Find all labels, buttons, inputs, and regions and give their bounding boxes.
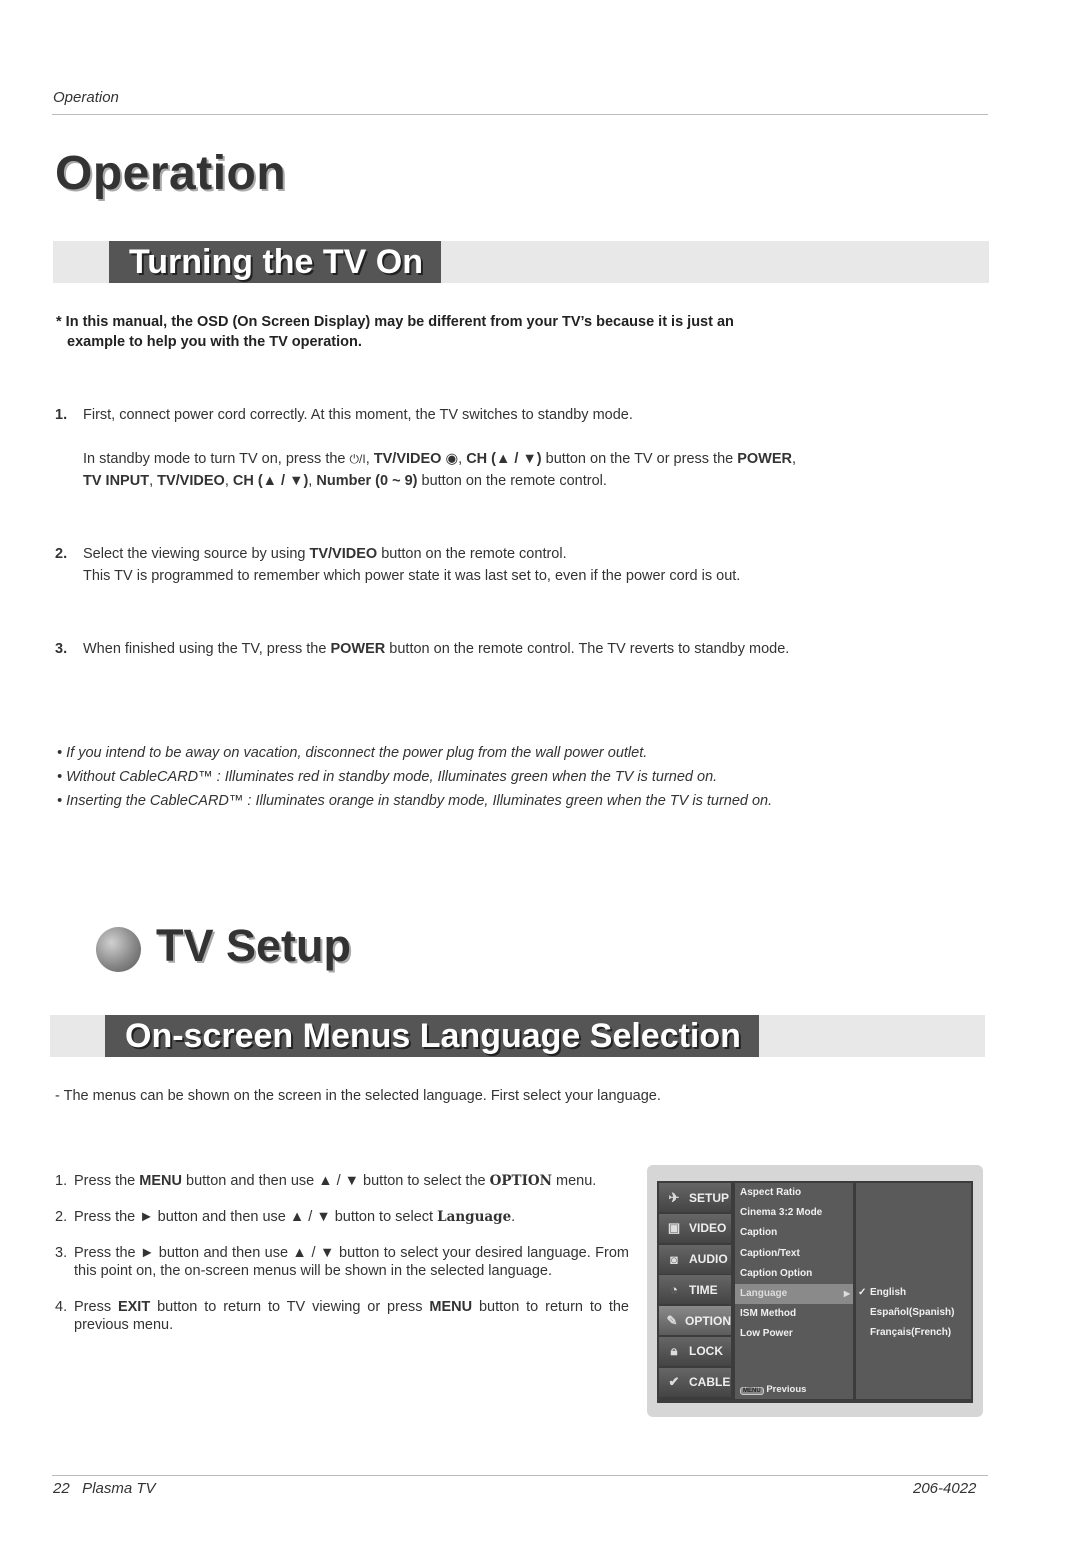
document-code: 206-4022: [913, 1480, 977, 1497]
osd-tab-time[interactable]: [659, 1275, 731, 1304]
osd-tab-label: TIME: [689, 1282, 718, 1297]
step-2: [55, 543, 740, 587]
step-text: button to return to the previous menu.: [74, 1299, 629, 1333]
step-text: button on the remote control.: [421, 473, 607, 489]
step-number: 1.: [55, 407, 68, 423]
osd-tab-lock[interactable]: [659, 1337, 731, 1366]
osd-item-caption[interactable]: Caption: [740, 1227, 778, 1239]
tvvideo-button-icon: ◉: [445, 451, 459, 467]
button-name: MENU: [429, 1299, 473, 1315]
osd-screenshot: [647, 1165, 983, 1417]
step-number: 3.: [55, 1245, 68, 1261]
step-text: button and then use ▲ / ▼ button to select the: [186, 1173, 486, 1189]
osd-item-aspect-ratio[interactable]: Aspect Ratio: [740, 1187, 802, 1198]
osd-item-ism-method[interactable]: ISM Method: [740, 1308, 797, 1320]
step-text: Select the viewing source by using: [83, 546, 306, 562]
sphere-bullet-icon: [96, 927, 141, 972]
osd-language-list: [856, 1183, 971, 1399]
list-item: [55, 1208, 629, 1226]
list-item: [55, 1244, 629, 1280]
osd-item-caption-option[interactable]: Caption Option: [740, 1267, 813, 1279]
section-band: [50, 1015, 985, 1057]
page-number: 22 Plasma TV: [53, 1480, 156, 1497]
tips-list: [57, 741, 772, 813]
running-header: Operation: [53, 89, 119, 106]
footer-divider: [52, 1475, 988, 1476]
step-text: menu.: [556, 1173, 597, 1189]
osd-previous[interactable]: [740, 1384, 806, 1395]
header-divider: [52, 114, 988, 115]
step-number: 3.: [55, 641, 68, 657]
osd-item-cinema-mode[interactable]: Cinema 3:2 Mode: [740, 1207, 823, 1219]
lock-icon: 🔒︎: [670, 1343, 678, 1359]
page-title: Operation: [55, 147, 287, 200]
osd-tab-setup[interactable]: [659, 1183, 731, 1212]
step-text: .: [511, 1209, 516, 1225]
osd-tab-cable[interactable]: [659, 1368, 731, 1397]
osd-item-low-power[interactable]: Low Power: [740, 1328, 793, 1340]
osd-item-caption-text[interactable]: Caption/Text: [740, 1247, 800, 1259]
button-name: EXIT: [117, 1299, 151, 1315]
osd-tab-label: AUDIO: [689, 1252, 728, 1267]
button-name: TV/VIDEO: [157, 473, 225, 489]
button-name: TV INPUT: [83, 473, 150, 489]
list-item: [55, 1172, 629, 1190]
step-text: In standby mode to turn TV on, press the: [83, 451, 346, 467]
button-name: Number (0 ~ 9): [316, 473, 418, 489]
cable-icon: ✔: [668, 1374, 680, 1390]
language-option[interactable]: Español(Spanish): [870, 1307, 955, 1318]
chapter-title: TV Setup: [156, 920, 352, 971]
menu-key-icon: MENU: [740, 1387, 764, 1395]
osd-tab-label: LOCK: [689, 1344, 723, 1359]
step-text: This TV is programmed to remember which power state it was last set to, even if the power cord is out.: [83, 568, 741, 584]
button-name: POWER: [737, 451, 793, 467]
list-item: [55, 1298, 629, 1334]
button-name: TV/VIDEO: [309, 546, 378, 562]
language-option[interactable]: English: [870, 1287, 907, 1298]
osd-tab-label: OPTION: [684, 1313, 731, 1328]
check-icon: ✓: [858, 1287, 867, 1298]
osd-item-language[interactable]: [735, 1284, 853, 1304]
osd-tab-label: SETUP: [689, 1190, 730, 1205]
osd-menu: [657, 1181, 973, 1403]
tip-item: • Without CableCARD™ : Illuminates red in standby mode, Illuminates green when the TV is turned on.: [57, 769, 718, 785]
language-intro: - The menus can be shown on the screen in the selected language. First select your language.: [55, 1088, 661, 1104]
button-name: TV/VIDEO: [373, 451, 442, 467]
step-1-detail: In standby mode to turn TV on, press the ⏻/I, TV/VIDEO ◉, CH (▲ / ▼) button on the TV or press the POWER, TV INPUT, TV/VIDEO, CH (▲ / ▼), Number (0 ~ 9) button on the remote control.: [83, 451, 797, 489]
arrow-right-icon: ▶: [843, 1288, 850, 1298]
step-text: Press the ► button and then use ▲ / ▼ button to select your desired language. From this point on, the on-screen menus will be shown in the selected language.: [74, 1245, 629, 1279]
section-heading: On-screen Menus Language Selection: [105, 1015, 759, 1057]
step-text: First, connect power cord correctly. At this moment, the TV switches to standby mode.: [83, 407, 633, 423]
button-name: CH (▲ / ▼): [232, 473, 309, 489]
video-icon: ▣: [667, 1220, 681, 1236]
audio-icon: ◙: [670, 1251, 678, 1267]
step-number: 2.: [55, 546, 68, 562]
osd-note: [56, 312, 734, 352]
osd-tab-video[interactable]: [659, 1214, 731, 1243]
step-text: button on the remote control. The TV reverts to standby mode.: [389, 641, 790, 657]
osd-tab-option[interactable]: [659, 1306, 731, 1335]
button-name: CH (▲ / ▼): [466, 451, 542, 467]
section-band: [53, 241, 989, 283]
time-icon: ◔: [670, 1282, 678, 1298]
tip-item: • Inserting the CableCARD™ : Illuminates orange in standby mode, Illuminates green when the TV is turned on.: [57, 793, 773, 809]
note-line: * In this manual, the OSD (On Screen Display) may be different from your TV’s because it is just an: [56, 314, 734, 330]
tip-item: • If you intend to be away on vacation, disconnect the power plug from the wall power outlet.: [57, 745, 648, 761]
osd-tab-audio[interactable]: [659, 1245, 731, 1274]
step-text: button on the remote control.: [381, 546, 567, 562]
osd-tab-label: CABLE: [689, 1375, 731, 1390]
note-line: example to help you with the TV operation.: [67, 334, 362, 350]
osd-item-label: Language: [740, 1287, 788, 1299]
section-heading: Turning the TV On: [109, 241, 441, 283]
language-option[interactable]: Français(French): [870, 1327, 952, 1338]
step-text: button on the TV or press the: [545, 451, 734, 467]
button-name: POWER: [330, 641, 386, 657]
step-text: Press the ► button and then use ▲ / ▼ button to select: [74, 1209, 434, 1225]
step-text: Press the: [74, 1173, 136, 1189]
osd-option-list: [735, 1183, 853, 1399]
language-steps: [55, 1172, 629, 1352]
menu-name: Language: [437, 1209, 512, 1225]
step-text: button to return to TV viewing or press: [157, 1299, 423, 1315]
step-3: [55, 638, 789, 660]
step-number: 1.: [55, 1173, 68, 1189]
button-name: MENU: [139, 1173, 182, 1189]
menu-name: OPTION: [489, 1173, 552, 1189]
osd-sidebar: [659, 1183, 731, 1399]
osd-previous-label: Previous: [766, 1384, 807, 1395]
step-1: [55, 404, 633, 426]
step-text: When finished using the TV, press the: [83, 641, 327, 657]
setup-icon: ✈: [668, 1189, 680, 1205]
power-icon: ⏻/I: [349, 452, 366, 466]
step-number: 4.: [55, 1299, 68, 1315]
step-text: Press: [74, 1299, 112, 1315]
osd-tab-label: VIDEO: [689, 1221, 727, 1236]
option-icon: ✎: [666, 1312, 678, 1328]
step-number: 2.: [55, 1209, 68, 1225]
